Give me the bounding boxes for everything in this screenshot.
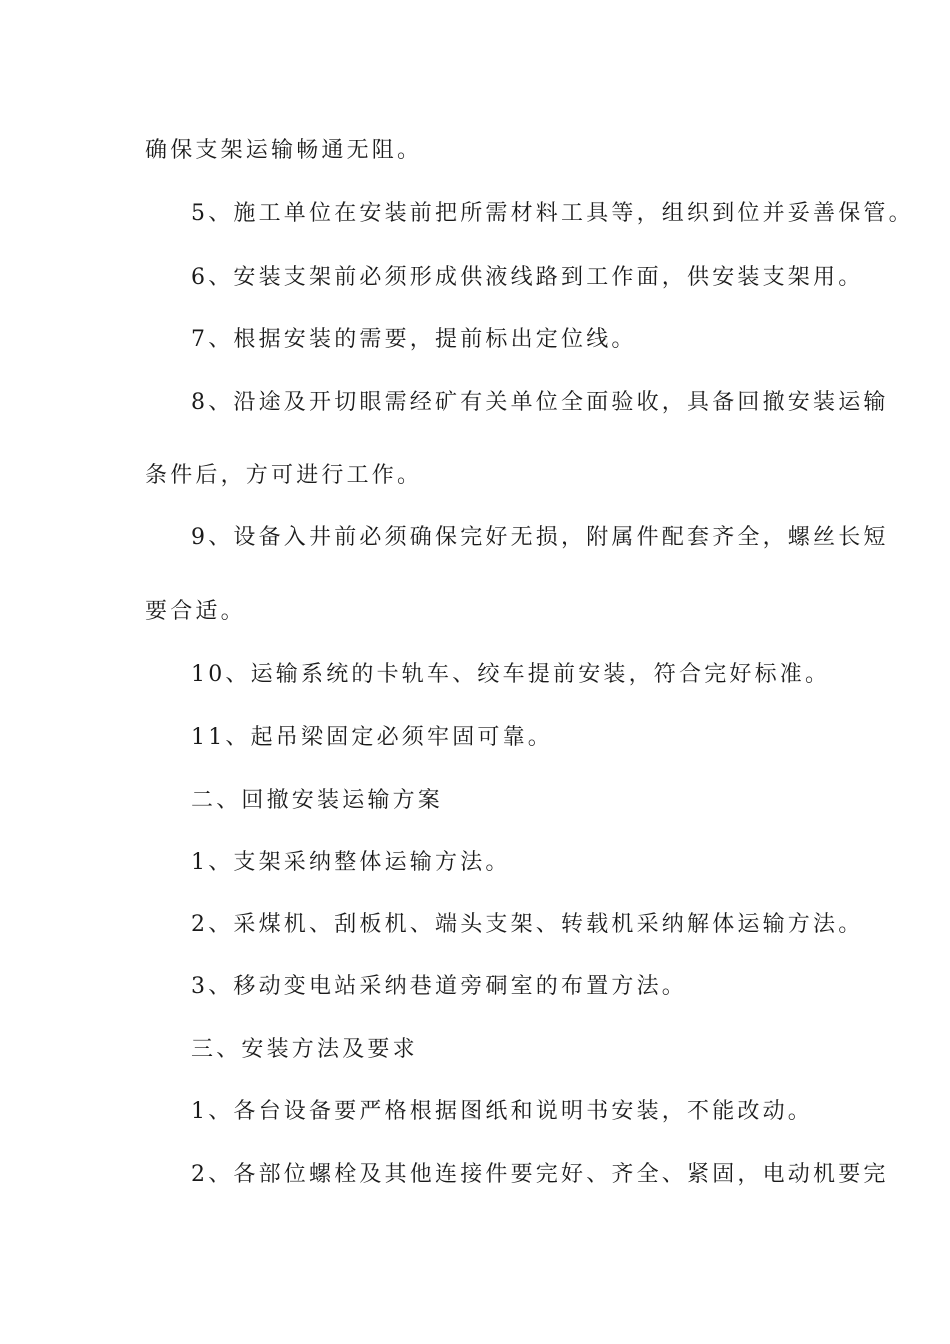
- list-item-8-continuation: 条件后，方可进行工作。: [145, 463, 423, 488]
- section2-item-3: 3、移动变电站采纳巷道旁硐室的布置方法。: [191, 974, 687, 999]
- list-item-11: 11、起吊梁固定必须牢固可靠。: [191, 725, 553, 750]
- section2-item-1: 1、支架采纳整体运输方法。: [191, 850, 511, 875]
- list-item-7: 7、根据安装的需要，提前标出定位线。: [191, 327, 637, 352]
- list-item-5: 5、施工单位在安装前把所需材料工具等，组织到位并妥善保管。: [191, 201, 914, 226]
- section3-item-2: 2、各部位螺栓及其他连接件要完好、齐全、紧固，电动机要完: [191, 1162, 889, 1187]
- list-item-9-continuation: 要合适。: [145, 599, 246, 624]
- section-heading-3: 三、安装方法及要求: [191, 1037, 418, 1062]
- section3-item-1: 1、各台设备要严格根据图纸和说明书安装，不能改动。: [191, 1099, 813, 1124]
- list-item-10: 10、运输系统的卡轨车、绞车提前安装，符合完好标准。: [191, 662, 831, 687]
- list-item-6: 6、安装支架前必须形成供液线路到工作面，供安装支架用。: [191, 265, 864, 290]
- section-heading-2: 二、回撤安装运输方案: [191, 788, 444, 813]
- list-item-8: 8、沿途及开切眼需经矿有关单位全面验收，具备回撤安装运输: [191, 390, 889, 415]
- list-item-9: 9、设备入井前必须确保完好无损，附属件配套齐全，螺丝长短: [191, 525, 889, 550]
- section2-item-2: 2、采煤机、刮板机、端头支架、转载机采纳解体运输方法。: [191, 912, 864, 937]
- paragraph-line-continuation: 确保支架运输畅通无阻。: [145, 138, 423, 163]
